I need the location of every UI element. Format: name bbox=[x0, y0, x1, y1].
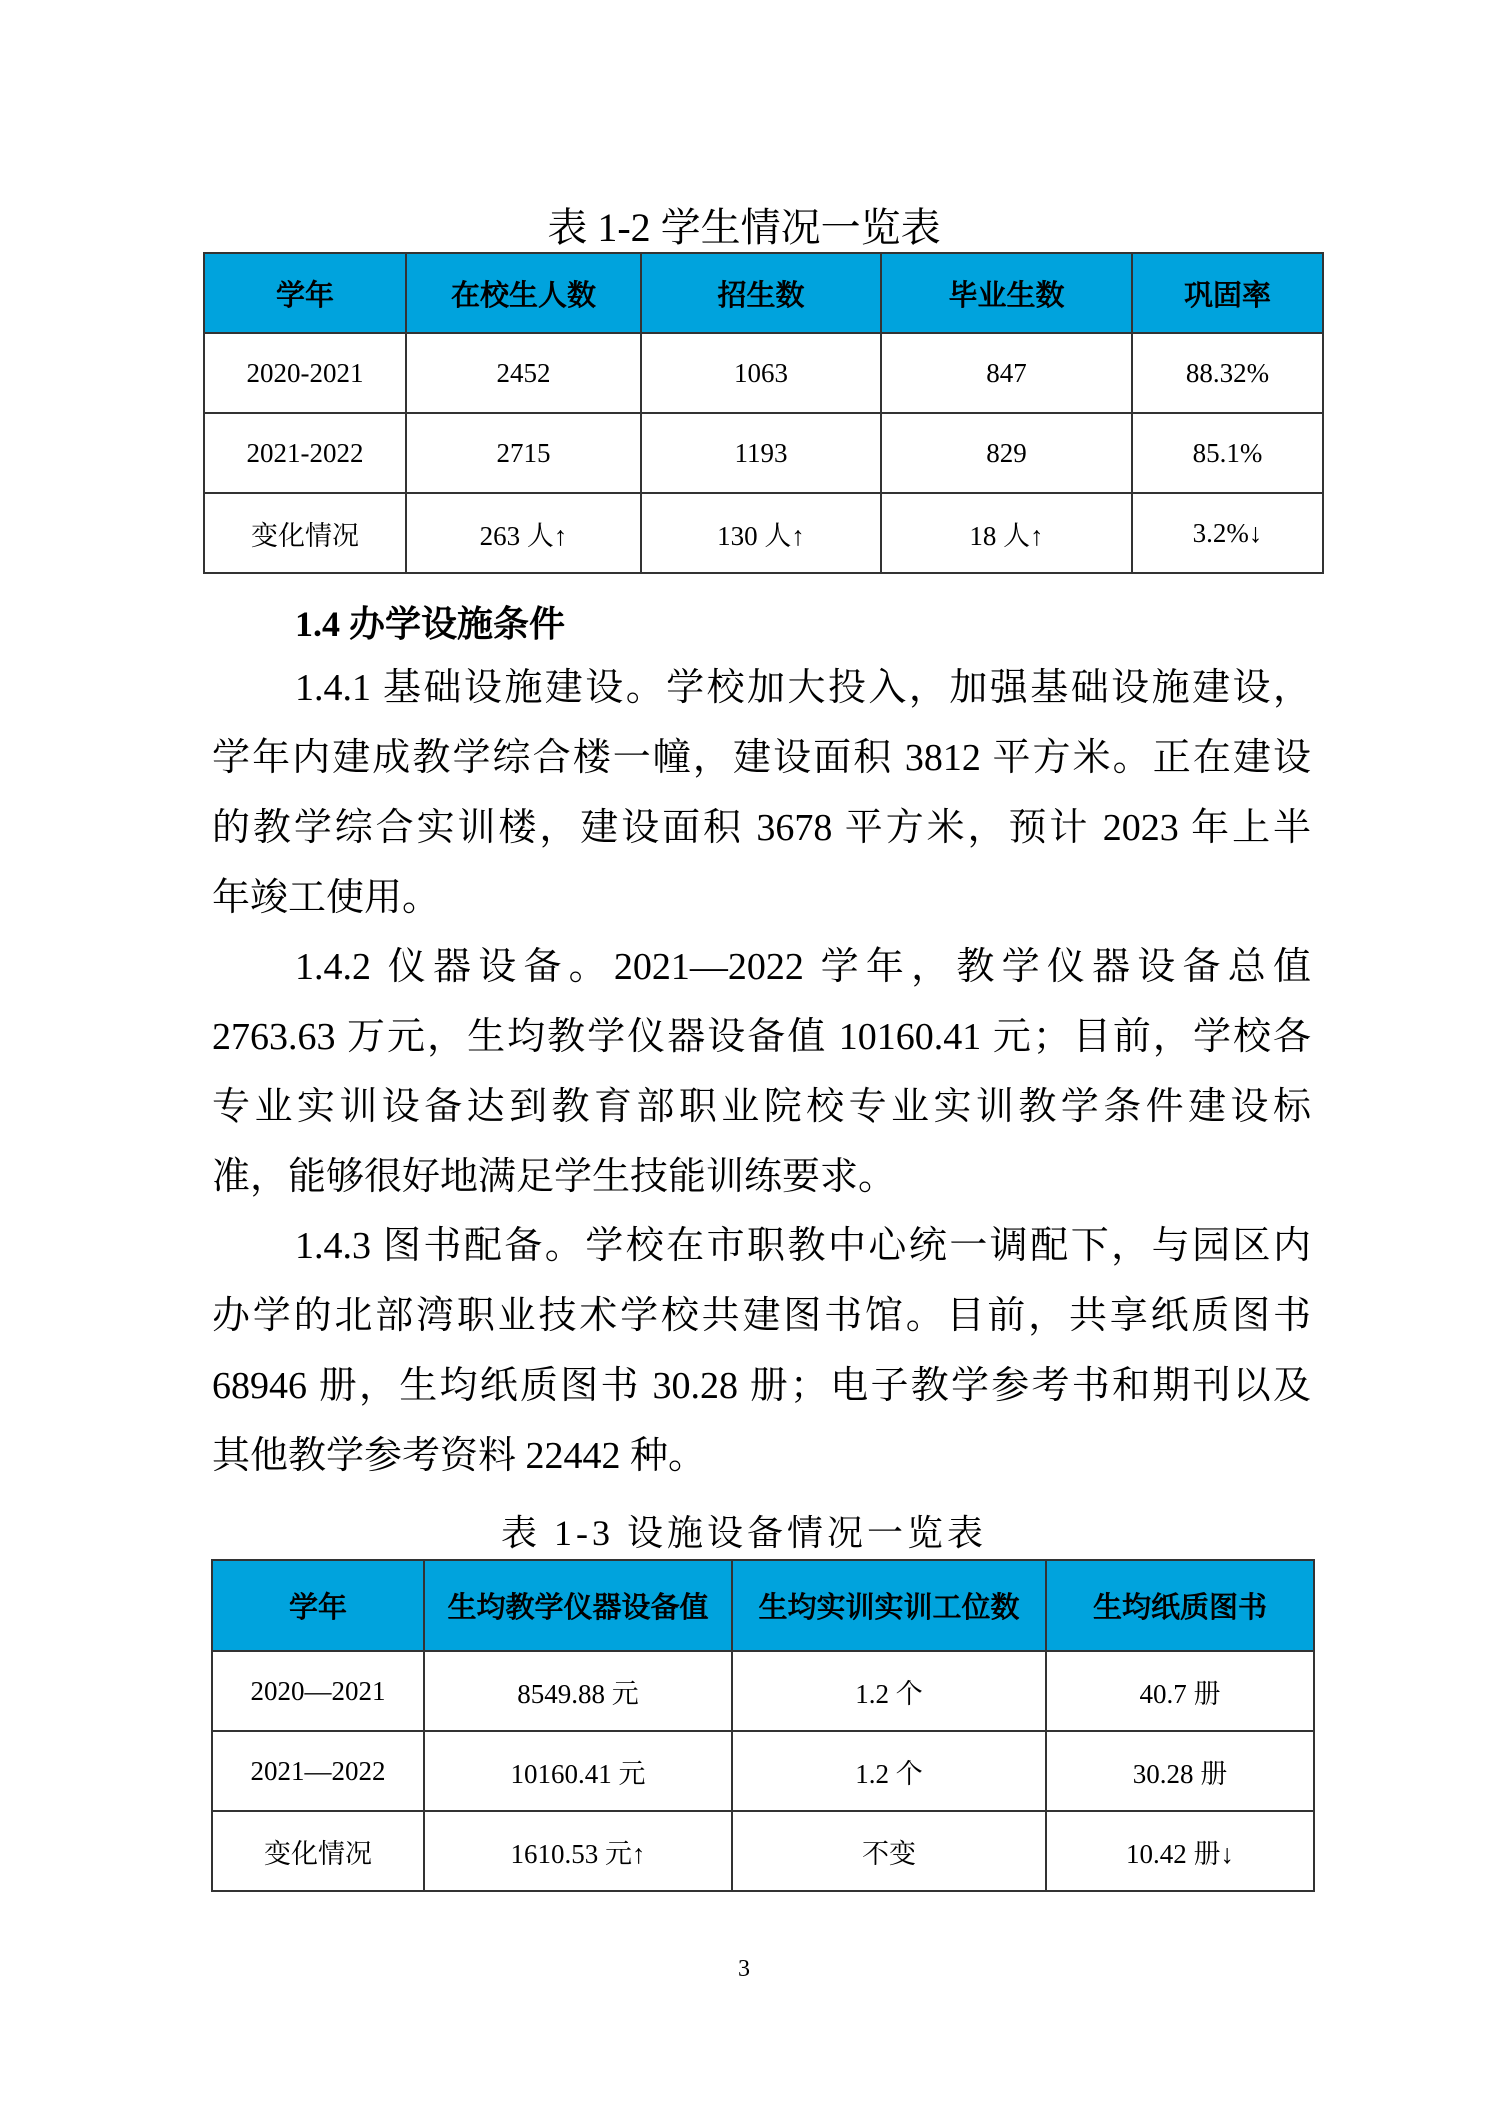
header-cell: 在校生人数 bbox=[406, 253, 641, 333]
table-header-row bbox=[212, 1560, 1314, 1651]
text-line: 68946 册，生均纸质图书 30.28 册；电子教学参考书和期刊以及 bbox=[212, 1365, 1311, 1407]
cell: 130 人↑ bbox=[641, 493, 881, 573]
cell: 3.2%↓ bbox=[1132, 493, 1323, 573]
cell: 2020—2021 bbox=[212, 1651, 424, 1731]
header-cell: 学年 bbox=[212, 1560, 424, 1651]
table-row bbox=[204, 413, 1323, 493]
table-1-3-caption: 表 1-3 设施设备情况一览表 bbox=[501, 1513, 987, 1553]
cell: 变化情况 bbox=[204, 493, 406, 573]
page-number: 3 bbox=[738, 1956, 750, 1982]
cell: 263 人↑ bbox=[406, 493, 641, 573]
header-cell: 毕业生数 bbox=[881, 253, 1132, 333]
cell: 2715 bbox=[406, 413, 641, 493]
table-1-2-caption: 表 1-2 学生情况一览表 bbox=[547, 205, 941, 250]
facilities-table bbox=[211, 1559, 1315, 1892]
cell: 变化情况 bbox=[212, 1811, 424, 1891]
cell: 847 bbox=[881, 333, 1132, 413]
text-line: 1.4.2 仪器设备。2021—2022 学年，教学仪器设备总值 bbox=[295, 946, 1311, 988]
cell: 18 人↑ bbox=[881, 493, 1132, 573]
paragraph-equipment bbox=[212, 932, 1311, 1212]
cell: 40.7 册 bbox=[1046, 1651, 1314, 1731]
table-header-row bbox=[204, 253, 1323, 333]
cell: 1063 bbox=[641, 333, 881, 413]
cell: 2020-2021 bbox=[204, 333, 406, 413]
cell: 1.2 个 bbox=[732, 1731, 1046, 1811]
cell: 1.2 个 bbox=[732, 1651, 1046, 1731]
cell: 8549.88 元 bbox=[424, 1651, 732, 1731]
cell: 10160.41 元 bbox=[424, 1731, 732, 1811]
table-row bbox=[212, 1651, 1314, 1731]
header-cell: 生均实训实训工位数 bbox=[732, 1560, 1046, 1651]
text-line: 其他教学参考资料 22442 种。 bbox=[212, 1435, 707, 1477]
cell: 不变 bbox=[732, 1811, 1046, 1891]
cell: 829 bbox=[881, 413, 1132, 493]
text-line: 专业实训设备达到教育部职业院校专业实训教学条件建设标 bbox=[212, 1086, 1311, 1128]
cell: 85.1% bbox=[1132, 413, 1323, 493]
student-stats-table bbox=[203, 252, 1324, 574]
cell: 30.28 册 bbox=[1046, 1731, 1314, 1811]
paragraph-library bbox=[212, 1211, 1311, 1491]
table-row bbox=[204, 493, 1323, 573]
cell: 10.42 册↓ bbox=[1046, 1811, 1314, 1891]
text-line: 1.4.1 基础设施建设。学校加大投入，加强基础设施建设， bbox=[295, 667, 1311, 709]
section-heading: 1.4 办学设施条件 bbox=[295, 604, 566, 644]
text-line: 年竣工使用。 bbox=[212, 877, 441, 919]
text-line: 办学的北部湾职业技术学校共建图书馆。目前，共享纸质图书 bbox=[212, 1295, 1311, 1337]
table-row bbox=[204, 333, 1323, 413]
table-row bbox=[212, 1811, 1314, 1891]
cell: 1610.53 元↑ bbox=[424, 1811, 732, 1891]
text-line: 学年内建成教学综合楼一幢，建设面积 3812 平方米。正在建设 bbox=[212, 737, 1311, 779]
text-line: 的教学综合实训楼，建设面积 3678 平方米，预计 2023 年上半 bbox=[212, 807, 1311, 849]
header-cell: 生均纸质图书 bbox=[1046, 1560, 1314, 1651]
cell: 1193 bbox=[641, 413, 881, 493]
table-row bbox=[212, 1731, 1314, 1811]
text-line: 1.4.3 图书配备。学校在市职教中心统一调配下，与园区内 bbox=[295, 1225, 1311, 1267]
cell: 2021—2022 bbox=[212, 1731, 424, 1811]
cell: 88.32% bbox=[1132, 333, 1323, 413]
text-line: 2763.63 万元，生均教学仪器设备值 10160.41 元；目前，学校各 bbox=[212, 1016, 1311, 1058]
text-line: 准，能够很好地满足学生技能训练要求。 bbox=[212, 1156, 897, 1198]
header-cell: 巩固率 bbox=[1132, 253, 1323, 333]
cell: 2452 bbox=[406, 333, 641, 413]
header-cell: 学年 bbox=[204, 253, 406, 333]
paragraph-infrastructure bbox=[212, 653, 1311, 933]
header-cell: 生均教学仪器设备值 bbox=[424, 1560, 732, 1651]
cell: 2021-2022 bbox=[204, 413, 406, 493]
header-cell: 招生数 bbox=[641, 253, 881, 333]
